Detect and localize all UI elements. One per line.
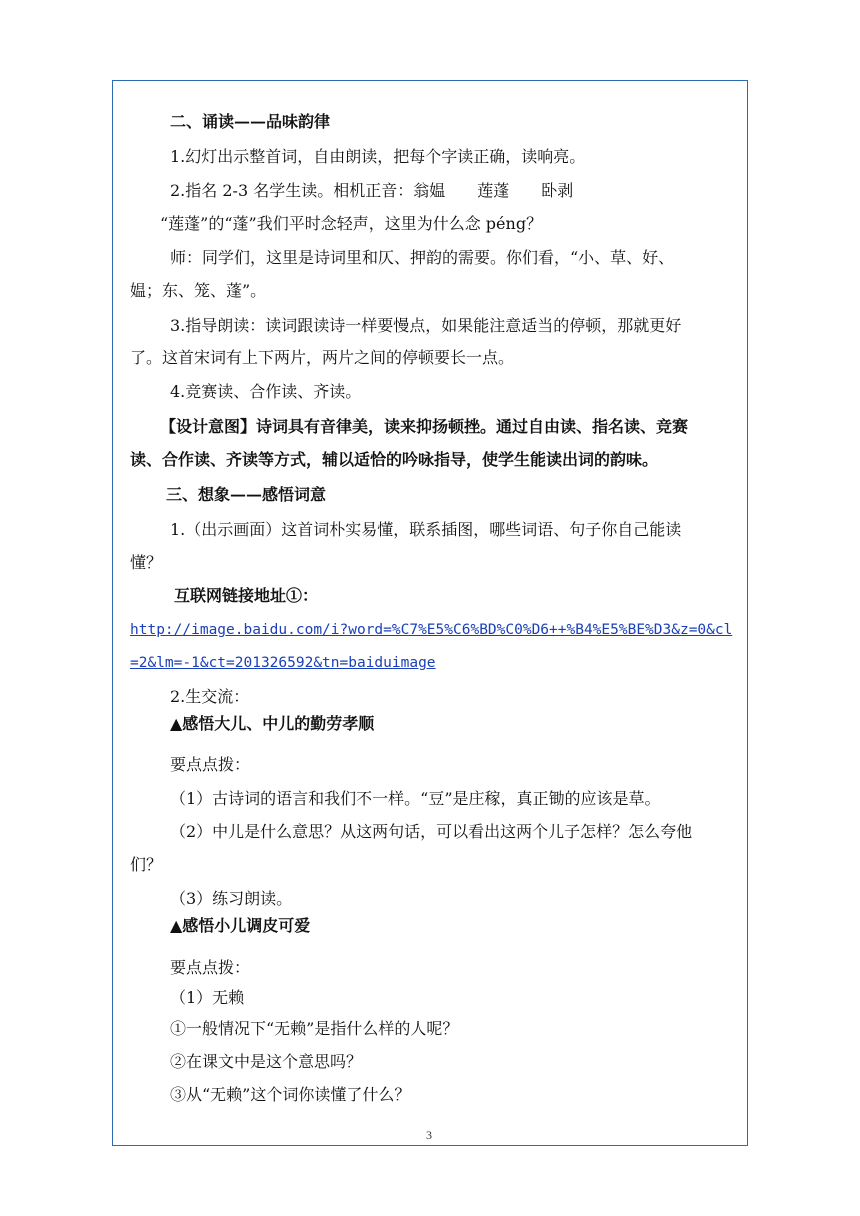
paragraph: ①一般情况下“无赖”是指什么样的人呢？ (170, 1019, 459, 1038)
paragraph: 2.指名 2-3 名学生读。相机正音：翁媪 莲蓬 卧剥 (170, 181, 574, 200)
page-number: 3 (426, 1128, 432, 1142)
paragraph: 媪；东、笼、蓬”。 (130, 281, 267, 300)
paragraph: “莲蓬”的“蓬”我们平时念轻声，这里为什么念 péng？ (160, 214, 543, 233)
internet-link[interactable]: http://image.baidu.com/i?word=%C7%E5%C6%BD%C0%D6++%B4%E5%BE%D3&z=0&cl (130, 622, 733, 638)
paragraph: 3.指导朗读：读词跟读诗一样要慢点，如果能注意适当的停顿，那就更好 (170, 316, 682, 335)
paragraph: （1）无赖 (170, 988, 245, 1007)
paragraph: 了。这首宋词有上下两片，两片之间的停顿要长一点。 (130, 348, 515, 367)
paragraph: ③从“无赖”这个词你读懂了什么？ (170, 1085, 411, 1104)
paragraph: （3）练习朗读。 (170, 889, 293, 908)
subsection-heading: ▲感悟小儿调皮可爱 (170, 916, 311, 935)
paragraph: 4.竞赛读、合作读、齐读。 (170, 382, 362, 401)
page-border (112, 80, 748, 1146)
section-heading-imagine: 三、想象——感悟词意 (166, 485, 327, 504)
design-intent: 读、合作读、齐读等方式，辅以适恰的吟咏指导，使学生能读出词的韵味。 (130, 450, 659, 469)
internet-link-label: 互联网链接地址①： (174, 586, 319, 605)
paragraph: 要点点拨： (170, 958, 251, 977)
paragraph: ②在课文中是这个意思吗？ (170, 1052, 363, 1071)
design-intent: 【设计意图】诗词具有音律美，读来抑扬顿挫。通过自由读、指名读、竞赛 (160, 417, 689, 436)
paragraph: （1）古诗词的语言和我们不一样。“豆”是庄稼，真正锄的应该是草。 (170, 789, 661, 808)
paragraph: 们？ (130, 855, 163, 874)
paragraph: 要点点拨： (170, 755, 251, 774)
paragraph: 师：同学们，这里是诗词里和仄、押韵的需要。你们看，“小、草、好、 (170, 248, 675, 267)
paragraph: （2）中儿是什么意思？从这两句话，可以看出这两个儿子怎样？怎么夸他 (170, 822, 693, 841)
paragraph: 1.幻灯出示整首词，自由朗读，把每个字读正确，读响亮。 (170, 147, 586, 166)
section-heading-recite: 二、诵读——品味韵律 (170, 112, 331, 131)
paragraph: 懂？ (130, 553, 163, 572)
internet-link[interactable]: =2&lm=-1&ct=201326592&tn=baiduimage (130, 655, 436, 671)
paragraph: 2.生交流： (170, 687, 250, 706)
paragraph: 1.（出示画面）这首词朴实易懂，联系插图，哪些词语、句子你自己能读 (170, 520, 682, 539)
subsection-heading: ▲感悟大儿、中儿的勤劳孝顺 (170, 714, 375, 733)
